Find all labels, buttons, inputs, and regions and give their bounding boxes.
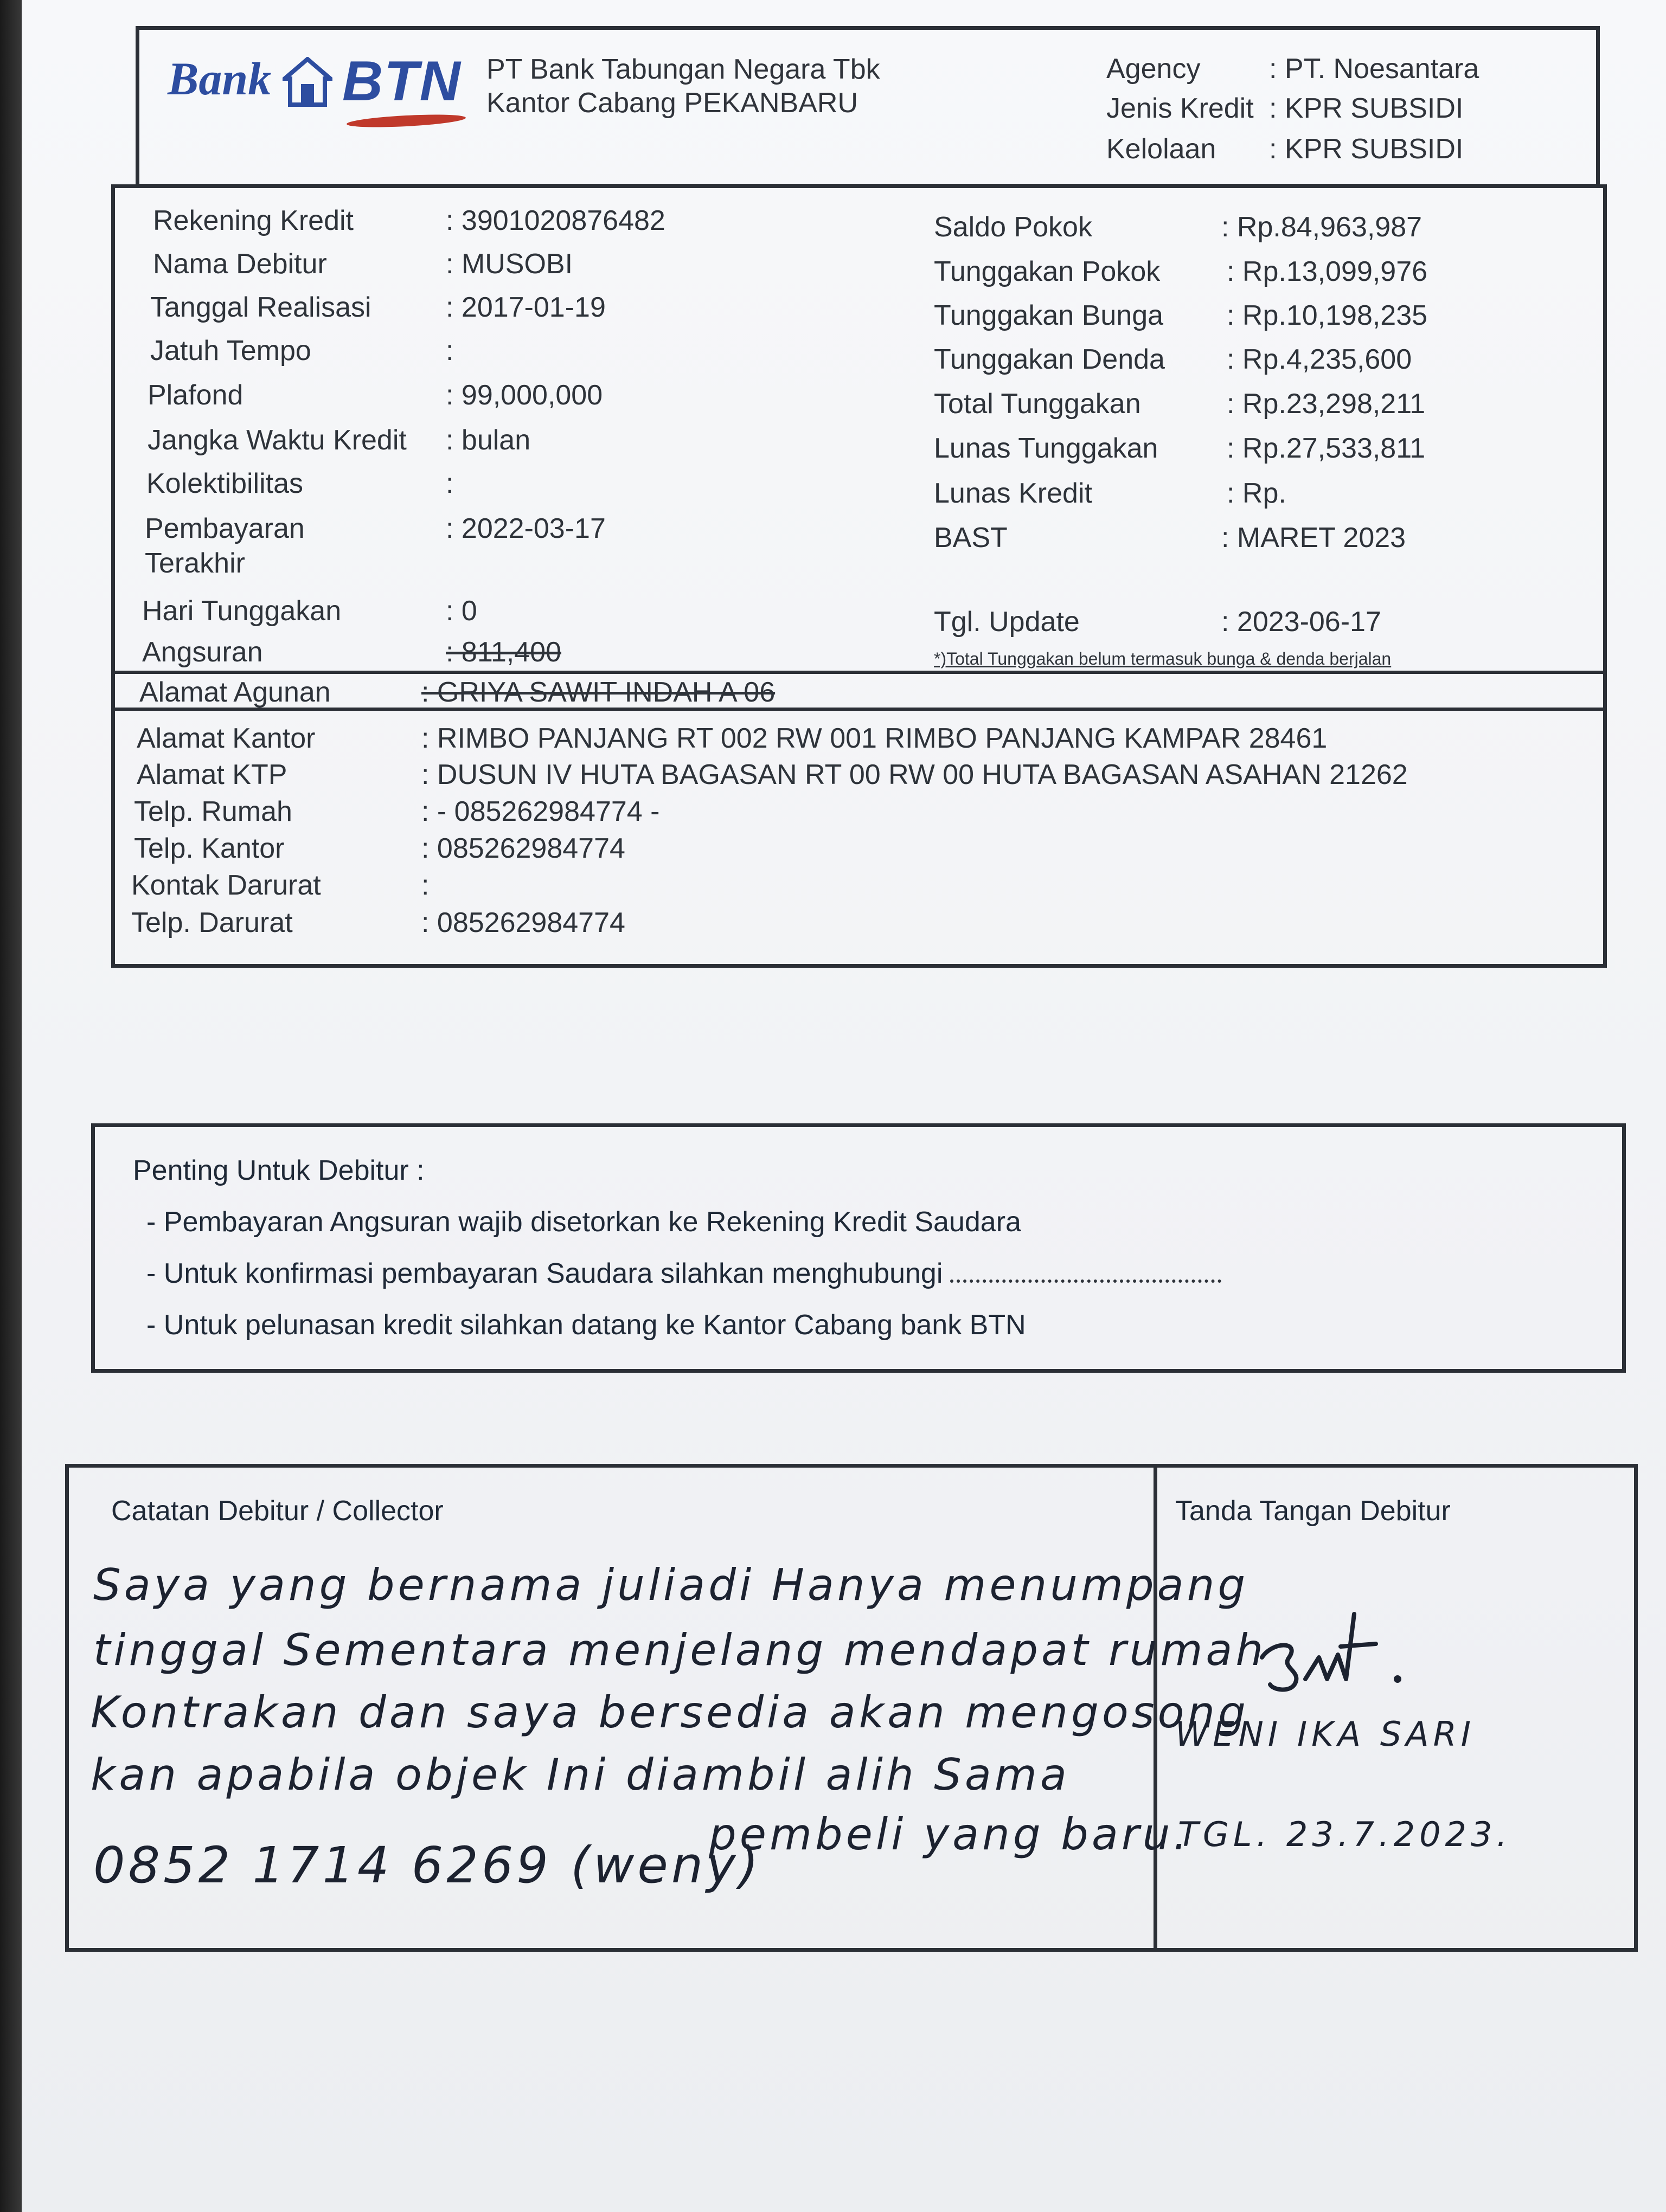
kelolaan-value: : KPR SUBSIDI: [1269, 133, 1464, 165]
signatory-name: WENI IKA SARI: [1175, 1714, 1476, 1754]
signature-header: Tanda Tangan Debitur: [1175, 1495, 1451, 1527]
rekening-kredit-row: [153, 204, 665, 237]
saldo-pokok-value: : Rp.84,963,987: [1221, 211, 1422, 243]
agency-label: Agency: [1106, 53, 1201, 85]
alamat-ktp-row: [137, 758, 1408, 791]
tgl-update-row: [934, 606, 1381, 638]
telp-kantor-label: Telp. Kantor: [134, 833, 285, 864]
jenis-kredit-row: [1106, 92, 1463, 125]
jenis-kredit-value: : KPR SUBSIDI: [1269, 93, 1464, 124]
important-title: Penting Untuk Debitur :: [133, 1155, 425, 1186]
tunggakan-denda-value: : Rp.4,235,600: [1227, 344, 1412, 375]
handwritten-note-line-3: Kontrakan dan saya bersedia akan mengosong: [91, 1687, 1249, 1738]
kolektibilitas-value: :: [446, 468, 454, 499]
agency-row: [1106, 53, 1479, 85]
total-tunggakan-value: : Rp.23,298,211: [1227, 388, 1426, 420]
jatuh-tempo-value: :: [446, 335, 454, 366]
important-item-2-text: - Untuk konfirmasi pembayaran Saudara silahkan menghubungi: [146, 1258, 943, 1289]
lunas-kredit-row: [934, 477, 1286, 510]
jatuh-tempo-label: Jatuh Tempo: [150, 335, 311, 366]
important-notice-box: [91, 1123, 1626, 1373]
alamat-kantor-value: : RIMBO PANJANG RT 002 RW 001 RIMBO PANJANG KAMPAR 28461: [421, 723, 1328, 754]
logo-btn-text: BTN: [342, 50, 462, 113]
divider-1: [115, 671, 1603, 674]
jenis-kredit-label: Jenis Kredit: [1106, 93, 1254, 124]
telp-rumah-row: [134, 795, 659, 828]
tunggakan-footnote: *)Total Tunggakan belum termasuk bunga & denda berjalan: [934, 649, 1392, 668]
credit-info-box: [111, 184, 1607, 968]
bank-identity: [486, 53, 880, 120]
handwritten-note-line-5: pembeli yang baru.: [709, 1809, 1190, 1860]
notes-header: Catatan Debitur / Collector: [111, 1495, 444, 1527]
nama-debitur-value: : MUSOBI: [446, 248, 573, 280]
rekening-kredit-value: : 3901020876482: [446, 205, 665, 236]
tanggal-realisasi-row: [150, 291, 606, 324]
hari-tunggakan-label: Hari Tunggakan: [142, 595, 342, 627]
jangka-waktu-value: : bulan: [446, 425, 531, 456]
angsuran-label: Angsuran: [142, 636, 263, 668]
bast-label: BAST: [934, 522, 1008, 554]
important-item-2: [146, 1257, 1221, 1290]
agency-value: : PT. Noesantara: [1269, 53, 1479, 85]
house-icon: [283, 57, 332, 107]
handwritten-note-line-2: tinggal Sementara menjelang mendapat rumah: [93, 1625, 1267, 1675]
tgl-update-value: : 2023-06-17: [1221, 606, 1381, 638]
logo-bank-text: Bank: [168, 53, 272, 105]
plafond-value: : 99,000,000: [446, 380, 603, 411]
alamat-kantor-row: [137, 722, 1327, 755]
document-page: [22, 0, 1666, 2212]
angsuran-row: [142, 636, 561, 668]
pembayaran-terakhir-value: : 2022-03-17: [446, 513, 606, 544]
hari-tunggakan-value: : 0: [446, 595, 477, 627]
nama-debitur-row: [153, 248, 573, 280]
kelolaan-label: Kelolaan: [1106, 133, 1216, 165]
tunggakan-bunga-row: [934, 299, 1427, 332]
hari-tunggakan-row: [142, 595, 477, 627]
pembayaran-terakhir-row: [145, 512, 606, 545]
important-item-1: - Pembayaran Angsuran wajib disetorkan ke Rekening Kredit Saudara: [146, 1206, 1021, 1238]
pembayaran-terakhir-label: Pembayaran: [145, 513, 305, 544]
jangka-waktu-label: Jangka Waktu Kredit: [148, 425, 407, 456]
alamat-agunan-value: : GRIYA SAWIT INDAH A 06: [421, 677, 776, 708]
tunggakan-pokok-label: Tunggakan Pokok: [934, 256, 1161, 287]
jangka-waktu-row: [148, 424, 530, 456]
tanggal-realisasi-label: Tanggal Realisasi: [150, 292, 371, 323]
kelolaan-row: [1106, 133, 1463, 165]
lunas-kredit-value: : Rp.: [1227, 478, 1286, 509]
telp-darurat-value: : 085262984774: [421, 907, 625, 938]
tunggakan-denda-label: Tunggakan Denda: [934, 344, 1165, 375]
lunas-tunggakan-value: : Rp.27,533,811: [1227, 433, 1426, 464]
nama-debitur-label: Nama Debitur: [153, 248, 327, 280]
alamat-agunan-row: [139, 676, 775, 709]
handwritten-note-line-1: Saya yang bernama juliadi Hanya menumpang: [93, 1560, 1249, 1610]
signature-date: TGL. 23.7.2023.: [1178, 1815, 1512, 1854]
plafond-label: Plafond: [148, 380, 244, 411]
important-item-3: - Untuk pelunasan kredit silahkan datang ke Kantor Cabang bank BTN: [146, 1309, 1026, 1341]
kolektibilitas-row: [146, 467, 453, 500]
kolektibilitas-label: Kolektibilitas: [146, 468, 304, 499]
bast-row: [934, 522, 1406, 554]
bank-name: PT Bank Tabungan Negara Tbk: [486, 54, 880, 85]
plafond-row: [148, 379, 603, 411]
total-tunggakan-row: [934, 388, 1425, 420]
total-tunggakan-label: Total Tunggakan: [934, 388, 1141, 420]
tanggal-realisasi-value: : 2017-01-19: [446, 292, 606, 323]
alamat-kantor-label: Alamat Kantor: [137, 723, 316, 754]
telp-rumah-label: Telp. Rumah: [134, 796, 292, 827]
tgl-update-label: Tgl. Update: [934, 606, 1080, 638]
btn-logo: [168, 46, 460, 144]
pembayaran-terakhir-label-line2: Terakhir: [145, 548, 245, 579]
rekening-kredit-label: Rekening Kredit: [153, 205, 354, 236]
tunggakan-pokok-value: : Rp.13,099,976: [1227, 256, 1428, 287]
alamat-ktp-value: : DUSUN IV HUTA BAGASAN RT 00 RW 00 HUTA BAGASAN ASAHAN 21262: [421, 759, 1408, 790]
jatuh-tempo-row: [150, 335, 453, 367]
kontak-darurat-label: Kontak Darurat: [131, 870, 321, 901]
notes-signature-box: [65, 1464, 1638, 1952]
lunas-tunggakan-row: [934, 432, 1425, 465]
telp-kantor-value: : 085262984774: [421, 833, 625, 864]
signature-scribble: [1251, 1598, 1425, 1717]
alamat-agunan-label: Alamat Agunan: [139, 677, 331, 708]
handwritten-note-line-4: kan apabila objek Ini diambil alih Sama: [91, 1750, 1070, 1800]
handwritten-phone: 0852 1714 6269 (weny): [93, 1836, 762, 1894]
telp-darurat-row: [131, 906, 625, 939]
tunggakan-pokok-row: [934, 255, 1427, 288]
kontak-darurat-row: [131, 869, 429, 902]
tunggakan-bunga-value: : Rp.10,198,235: [1227, 300, 1428, 331]
dotted-fill-line: [950, 1277, 1221, 1283]
saldo-pokok-label: Saldo Pokok: [934, 211, 1092, 243]
alamat-ktp-label: Alamat KTP: [137, 759, 287, 790]
bast-value: : MARET 2023: [1221, 522, 1406, 554]
tunggakan-denda-row: [934, 343, 1412, 376]
kontak-darurat-value: :: [421, 870, 430, 901]
telp-kantor-row: [134, 832, 625, 865]
angsuran-value: : 811,400: [446, 636, 562, 668]
lunas-tunggakan-label: Lunas Tunggakan: [934, 433, 1158, 464]
lunas-kredit-label: Lunas Kredit: [934, 478, 1092, 509]
saldo-pokok-row: [934, 211, 1422, 243]
telp-darurat-label: Telp. Darurat: [131, 907, 293, 938]
header-box: [136, 26, 1600, 188]
branch-name: Kantor Cabang PEKANBARU: [486, 87, 858, 119]
logo-swoosh: [347, 112, 466, 129]
tunggakan-bunga-label: Tunggakan Bunga: [934, 300, 1164, 331]
telp-rumah-value: : - 085262984774 -: [421, 796, 660, 827]
